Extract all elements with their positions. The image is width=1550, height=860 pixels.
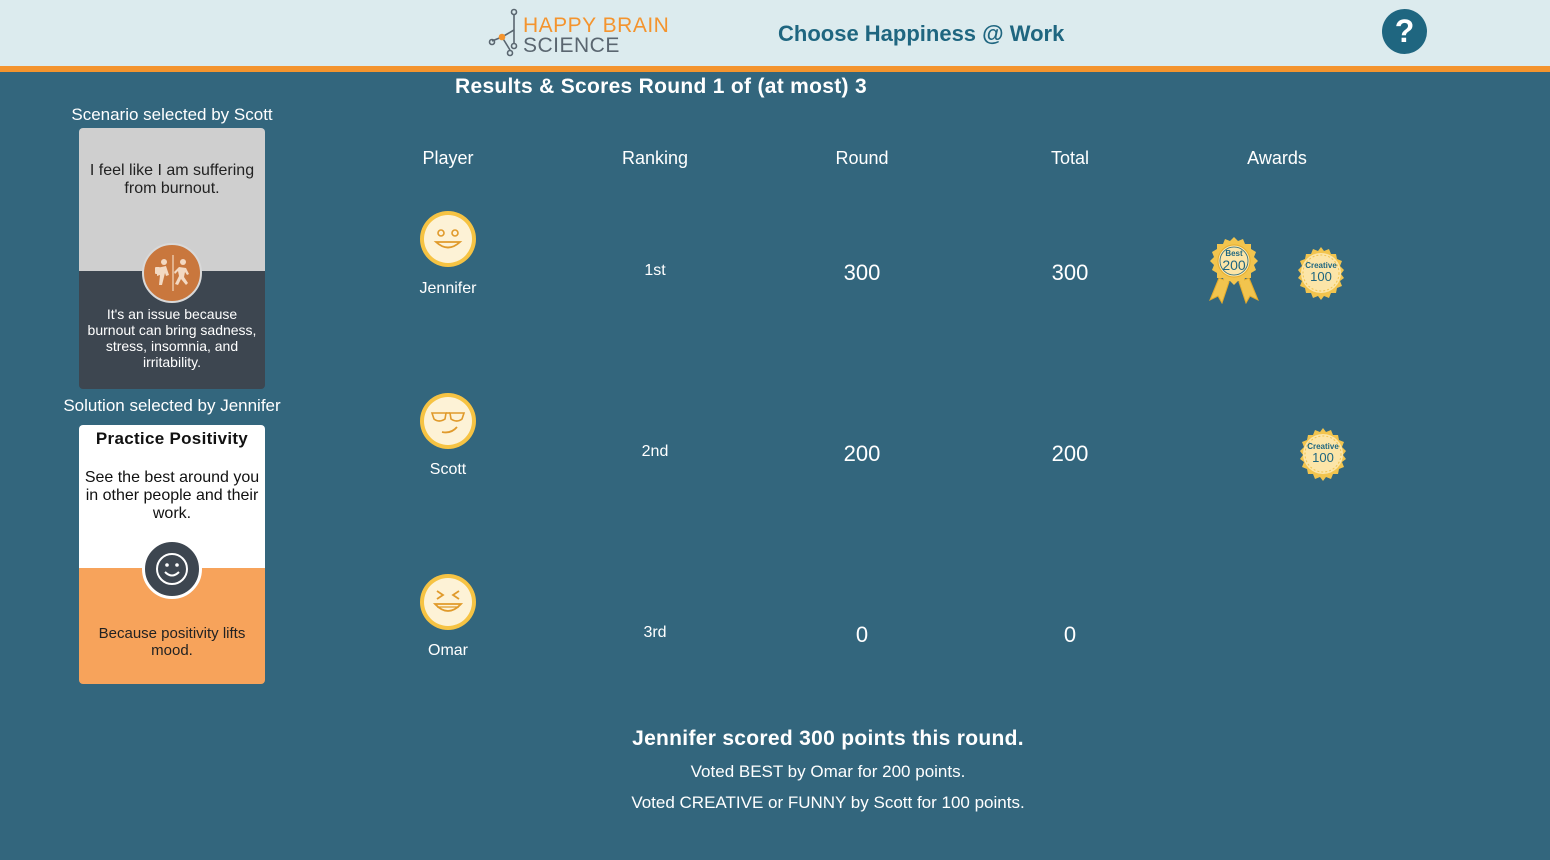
best-award-label: Best [1225,249,1243,258]
creative-award-label: Creative [1305,261,1337,270]
round-summary-headline: Jennifer scored 300 points this round. [632,727,1024,750]
burnout-icon [142,243,202,303]
molecule-icon [488,6,528,60]
sunglasses-face-icon [418,391,478,451]
player-name: Omar [428,642,468,659]
creative-award-points: 100 [1310,269,1332,284]
scenario-caption: Scenario selected by Scott [71,105,273,124]
smiling-face-icon [418,209,478,269]
creative-award-points: 100 [1312,450,1334,465]
scenario-reason: It's an issue because burnout can bring sadness, stress, insomnia, and irritability. [79,271,265,389]
ranking-cell: 2nd [641,443,669,460]
total-score-cell: 300 [1051,260,1089,285]
round-score-cell: 200 [843,441,881,466]
top-bar [0,0,1550,66]
solution-reason: Because positivity lifts mood. [79,568,265,684]
column-header-total: Total [1050,148,1090,168]
solution-card [79,425,265,684]
logo-text-bottom: SCIENCE [523,34,620,57]
player-name: Jennifer [419,280,477,297]
best-award-badge [1205,236,1263,304]
smile-icon [142,539,202,599]
round-summary-creative-vote: Voted CREATIVE or FUNNY by Scott for 100 points. [631,793,1025,812]
round-score-cell: 300 [843,260,881,285]
happy-brain-science-logo [488,6,678,60]
creative-award-badge [1295,426,1351,482]
total-score-cell: 200 [1051,441,1089,466]
help-button[interactable]: ? [1382,9,1427,54]
header-divider [0,66,1550,72]
creative-award-badge [1293,245,1349,301]
scenario-text: I feel like I am suffering from burnout. [79,128,265,271]
creative-award-label: Creative [1307,442,1339,451]
app-title: Choose Happiness @ Work [778,21,1065,46]
column-header-awards: Awards [1247,148,1307,168]
round-score-cell: 0 [855,622,869,647]
ranking-cell: 1st [644,262,666,279]
column-header-player: Player [422,148,474,168]
solution-title: Practice Positivity [95,429,249,448]
ranking-cell: 3rd [643,624,667,641]
solution-text: See the best around you in other people and their work. [84,469,260,522]
logo-text-top: HAPPY BRAIN [523,14,670,37]
total-score-cell: 0 [1063,622,1077,647]
column-header-ranking: Ranking [621,148,689,168]
laughing-face-icon [418,572,478,632]
round-summary-best-vote: Voted BEST by Omar for 200 points. [690,762,966,781]
column-header-round: Round [835,148,889,168]
scenario-card [79,128,265,389]
solution-caption: Solution selected by Jennifer [63,396,281,415]
best-award-points: 200 [1222,257,1246,273]
player-name: Scott [429,461,467,478]
results-title: Results & Scores Round 1 of (at most) 3 [455,75,867,98]
